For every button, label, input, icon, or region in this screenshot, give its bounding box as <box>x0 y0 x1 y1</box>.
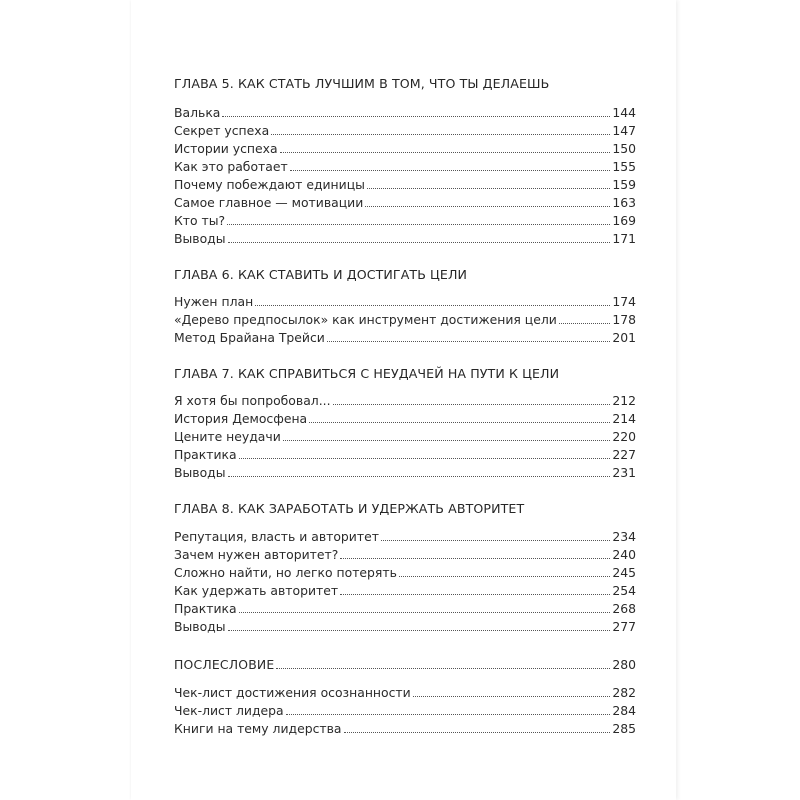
toc-entry <box>174 685 636 701</box>
entry-title: Книги на тему лидерства <box>174 721 342 736</box>
toc-entry <box>174 447 636 463</box>
leader-dots <box>413 695 611 697</box>
toc-entry <box>174 721 636 737</box>
toc-entry <box>174 565 636 581</box>
entry-title: Почему побеждают единицы <box>174 177 365 192</box>
leader-dots <box>399 575 610 577</box>
entry-title: Репутация, власть и авторитет <box>174 529 379 544</box>
leader-dots <box>365 205 610 207</box>
leader-dots <box>255 304 610 306</box>
entry-page: 245 <box>612 565 636 580</box>
toc-entry <box>174 105 636 121</box>
entry-title: «Дерево предпосылок» как инструмент достижения цели <box>174 312 557 327</box>
leader-dots <box>333 403 611 405</box>
entry-page: 214 <box>612 411 636 426</box>
entry-title: Как это работает <box>174 159 288 174</box>
leader-dots <box>340 593 610 595</box>
leader-dots <box>290 169 611 171</box>
toc-entry <box>174 393 636 409</box>
toc-entry <box>174 195 636 211</box>
chapter-8-heading: ГЛАВА 8. КАК ЗАРАБОТАТЬ И УДЕРЖАТЬ АВТОРИТЕТ <box>174 501 525 516</box>
leader-dots <box>286 713 611 715</box>
entry-page: 268 <box>612 601 636 616</box>
entry-title: Практика <box>174 447 237 462</box>
leader-dots <box>340 557 610 559</box>
leader-dots <box>367 187 610 189</box>
entry-page: 174 <box>612 294 636 309</box>
toc-entry <box>174 330 636 346</box>
entry-page: 159 <box>612 177 636 192</box>
entry-page: 277 <box>612 619 636 634</box>
leader-dots <box>228 475 611 477</box>
entry-page: 155 <box>612 159 636 174</box>
toc-entry <box>174 465 636 481</box>
entry-page: 220 <box>612 429 636 444</box>
entry-title: Я хотя бы попробовал... <box>174 393 331 408</box>
leader-dots <box>239 457 611 459</box>
toc-entry <box>174 141 636 157</box>
leader-dots <box>280 151 611 153</box>
leader-dots <box>228 629 611 631</box>
entry-page: 169 <box>612 213 636 228</box>
chapter-5-heading: ГЛАВА 5. КАК СТАТЬ ЛУЧШИМ В ТОМ, ЧТО ТЫ ДЕЛАЕШЬ <box>174 76 550 91</box>
chapter-7-heading: ГЛАВА 7. КАК СПРАВИТЬСЯ С НЕУДАЧЕЙ НА ПУТИ К ЦЕЛИ <box>174 366 560 381</box>
entry-title: Чек-лист достижения осознанности <box>174 685 411 700</box>
toc-entry <box>174 123 636 139</box>
entry-page: 254 <box>612 583 636 598</box>
entry-title: История Демосфена <box>174 411 308 426</box>
entry-page: 284 <box>612 703 636 718</box>
toc-entry <box>174 312 636 328</box>
toc-entry <box>174 411 636 427</box>
entry-title: Цените неудачи <box>174 429 281 444</box>
entry-title: Метод Брайана Трейси <box>174 330 325 345</box>
toc-entry <box>174 601 636 617</box>
toc-entry <box>174 547 636 563</box>
entry-title: Чек-лист лидера <box>174 703 284 718</box>
leader-dots <box>559 322 611 324</box>
entry-page: 201 <box>612 330 636 345</box>
afterword-entry <box>174 657 636 673</box>
toc-entry <box>174 294 636 310</box>
entry-title: Выводы <box>174 619 226 634</box>
toc-entry <box>174 583 636 599</box>
entry-title: Сложно найти, но легко потерять <box>174 565 397 580</box>
entry-title: Практика <box>174 601 237 616</box>
entry-page: 163 <box>612 195 636 210</box>
entry-title: Зачем нужен авторитет? <box>174 547 339 562</box>
leader-dots <box>344 731 611 733</box>
leader-dots <box>222 115 610 117</box>
entry-page: 150 <box>612 141 636 156</box>
entry-page: 212 <box>612 393 636 408</box>
entry-page: 285 <box>612 721 636 736</box>
toc-entry <box>174 429 636 445</box>
chapter-6-heading: ГЛАВА 6. КАК СТАВИТЬ И ДОСТИГАТЬ ЦЕЛИ <box>174 267 468 282</box>
entry-title: Выводы <box>174 465 226 480</box>
leader-dots <box>271 133 610 135</box>
entry-title: Секрет успеха <box>174 123 270 138</box>
entry-page: 171 <box>612 231 636 246</box>
entry-page: 144 <box>612 105 636 120</box>
toc-entry <box>174 159 636 175</box>
entry-page: 227 <box>612 447 636 462</box>
entry-page: 240 <box>612 547 636 562</box>
afterword-page: 280 <box>612 657 636 672</box>
toc-entry <box>174 619 636 635</box>
leader-dots <box>276 667 610 669</box>
toc-entry <box>174 177 636 193</box>
afterword-title: ПОСЛЕСЛОВИЕ <box>174 657 275 672</box>
entry-title: Кто ты? <box>174 213 226 228</box>
entry-page: 147 <box>612 123 636 138</box>
entry-title: Нужен план <box>174 294 254 309</box>
leader-dots <box>327 340 611 342</box>
entry-page: 282 <box>612 685 636 700</box>
entry-title: Валька <box>174 105 221 120</box>
leader-dots <box>227 223 610 225</box>
entry-title: Истории успеха <box>174 141 278 156</box>
entry-title: Самое главное — мотивации <box>174 195 364 210</box>
leader-dots <box>228 241 611 243</box>
toc-entry <box>174 529 636 545</box>
entry-page: 178 <box>612 312 636 327</box>
leader-dots <box>283 439 611 441</box>
entry-title: Как удержать авторитет <box>174 583 339 598</box>
toc-entry <box>174 231 636 247</box>
entry-page: 231 <box>612 465 636 480</box>
entry-page: 234 <box>612 529 636 544</box>
leader-dots <box>381 539 610 541</box>
toc-entry <box>174 703 636 719</box>
entry-title: Выводы <box>174 231 226 246</box>
leader-dots <box>309 421 610 423</box>
toc-entry <box>174 213 636 229</box>
leader-dots <box>239 611 611 613</box>
